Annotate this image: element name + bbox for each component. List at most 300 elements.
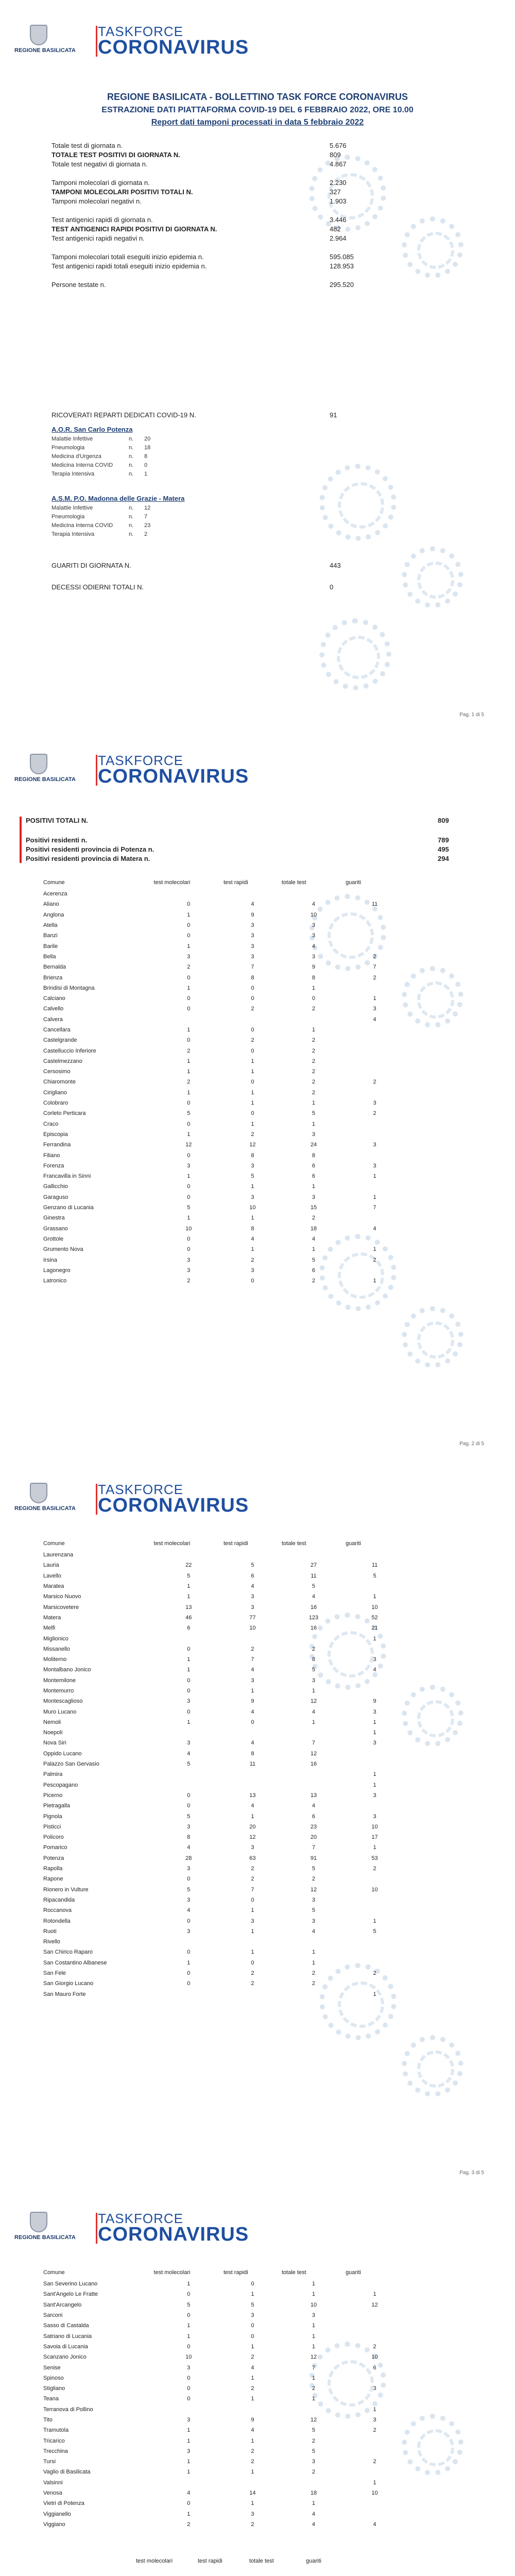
- comune-name: Vietri di Potenza: [43, 2500, 84, 2507]
- comune-value: 0: [251, 1278, 254, 1284]
- comune-name: Muro Lucano: [43, 1708, 77, 1715]
- comune-name: Pescopagano: [43, 1782, 78, 1788]
- summary-label: Tamponi molecolari negativi n.: [52, 197, 142, 205]
- ricoverati-row: [52, 411, 412, 421]
- comune-value: [282, 1769, 346, 1780]
- table-row: [43, 1098, 404, 1108]
- comune-name: Vaglio di Basilicata: [43, 2469, 91, 2476]
- comune-name: Marsico Nuovo: [43, 1594, 81, 1600]
- comune-value: 1: [312, 2375, 316, 2381]
- taskforce-logo: [98, 753, 252, 789]
- comune-value: 4: [187, 1907, 191, 1914]
- comune-value: 18: [310, 1225, 317, 1232]
- table-row: [43, 1696, 404, 1706]
- comune-value: 7: [312, 1740, 316, 1747]
- table-row: [43, 1045, 404, 1056]
- comune-value: 2: [251, 1866, 254, 1872]
- taskforce-logo: [98, 24, 252, 60]
- ward-unit: n.: [129, 462, 134, 468]
- summary-label: TOTALE TEST POSITIVI DI GIORNATA N.: [52, 151, 180, 159]
- table-row: [43, 1066, 404, 1077]
- comune-value: 0: [187, 2385, 191, 2392]
- table-row: [43, 1202, 404, 1213]
- comune-name: Teana: [43, 2396, 59, 2402]
- comune-value: 9: [312, 964, 316, 971]
- comune-name: Forenza: [43, 1162, 64, 1169]
- table-row: [43, 1276, 404, 1286]
- comune-value: 0: [187, 1980, 191, 1987]
- comune-value: 2: [251, 1257, 254, 1263]
- comune-value: [224, 2478, 282, 2488]
- table-row: [43, 1025, 404, 1035]
- summary-label: Totale test di giornata n.: [52, 142, 123, 149]
- comune-name: Ferrandina: [43, 1142, 71, 1148]
- comune-value: 0: [251, 1027, 254, 1033]
- table-row: [43, 1581, 404, 1591]
- summary-label: Tamponi molecolari totali eseguiti inizio epidemia n.: [52, 253, 204, 261]
- comune-value: 3: [251, 1604, 254, 1611]
- comune-value: [346, 1801, 404, 1811]
- comune-value: 0: [251, 2323, 254, 2329]
- comune-value: 9: [251, 1698, 254, 1705]
- column-header-tot: totale test: [281, 2269, 306, 2276]
- comune-value: 2: [312, 1646, 316, 1652]
- table-row: [43, 1801, 404, 1811]
- comune-name: Brienza: [43, 974, 63, 981]
- comune-value: [346, 2467, 404, 2477]
- virus-decoration: [402, 546, 464, 608]
- comune-value: 11: [371, 901, 378, 908]
- comune-name: Rapone: [43, 1876, 63, 1883]
- comune-value: 12: [310, 1886, 317, 1893]
- table-row: [43, 1014, 404, 1025]
- comune-value: 2: [251, 2448, 254, 2454]
- comune-value: 1: [312, 2500, 316, 2507]
- comune-value: 3: [187, 2417, 191, 2423]
- comune-value: [282, 889, 346, 899]
- comune-name: Laurenzana: [43, 1552, 74, 1558]
- comune-value: 0: [187, 1792, 191, 1799]
- positivi-matera-value: 294: [438, 855, 449, 862]
- comune-name: Genzano di Lucania: [43, 1205, 94, 1211]
- comune-value: 12: [371, 2301, 378, 2308]
- comune-value: 3: [187, 1257, 191, 1263]
- comune-value: 16: [310, 1761, 317, 1768]
- comune-value: 3: [251, 1844, 254, 1851]
- ward-label: Pneumologia: [52, 445, 85, 451]
- table-row: [43, 1863, 404, 1874]
- comune-name: Spinoso: [43, 2375, 64, 2381]
- comune-value: 1: [373, 1173, 376, 1180]
- comune-value: 10: [371, 2490, 378, 2497]
- comune-value: [346, 1978, 404, 1989]
- ward-unit: n.: [129, 514, 134, 520]
- comune-value: 0: [187, 1876, 191, 1883]
- comune-value: 2: [312, 1079, 316, 1086]
- comune-value: 0: [187, 1152, 191, 1159]
- table-row: [43, 899, 404, 909]
- comune-value: 12: [249, 1142, 256, 1148]
- comune-value: 0: [251, 1110, 254, 1117]
- comune-value: [154, 1550, 224, 1560]
- comune-value: 1: [187, 2469, 191, 2476]
- table-row: [43, 1560, 404, 1570]
- region-logo: [14, 2212, 76, 2243]
- comune-value: 3: [312, 1677, 316, 1684]
- page-4: [0, 2187, 515, 2576]
- comune-value: 4: [251, 1740, 254, 1747]
- comune-value: 2: [312, 1069, 316, 1075]
- taskforce-logo-line2: CORONAVIRUS: [98, 766, 249, 787]
- comune-value: 3: [251, 922, 254, 929]
- comune-value: [224, 1014, 282, 1025]
- comune-value: [154, 1989, 224, 1999]
- comune-value: 3: [187, 1928, 191, 1935]
- comune-value: 10: [371, 1823, 378, 1830]
- table-row: [43, 1119, 404, 1129]
- comune-value: 2: [251, 2385, 254, 2392]
- comune-value: 2: [312, 1278, 316, 1284]
- comune-value: 1: [187, 1583, 191, 1590]
- table-row: [43, 2456, 404, 2467]
- comune-value: 9: [251, 911, 254, 918]
- asm-title: A.S.M. P.O. Madonna delle Grazie - Matera: [52, 495, 185, 502]
- ward-label: Pneumologia: [52, 514, 85, 520]
- comune-value: [224, 1937, 282, 1947]
- positivi-totali-value: 809: [438, 817, 449, 824]
- ward-unit: n.: [129, 505, 134, 511]
- comune-value: 3: [312, 922, 316, 929]
- comune-value: 0: [187, 995, 191, 1002]
- comune-name: Satriano di Lucania: [43, 2333, 92, 2340]
- comune-value: [346, 1905, 404, 1916]
- table-row: [43, 993, 404, 1004]
- comune-name: Acerenza: [43, 891, 67, 897]
- table-row: [43, 889, 404, 899]
- comune-name: Episcopia: [43, 1131, 68, 1138]
- comune-value: [224, 1780, 282, 1790]
- comune-value: 0: [251, 1959, 254, 1966]
- summary-label: TEST ANTIGENICI RAPIDI POSITIVI DI GIORNATA N.: [52, 225, 217, 233]
- comune-value: [346, 983, 404, 993]
- comune-name: Sarconi: [43, 2312, 63, 2319]
- decessi-row: [52, 583, 412, 594]
- comuni-table: [43, 1540, 404, 1999]
- comune-value: [346, 2320, 404, 2331]
- comune-value: 4: [312, 1235, 316, 1242]
- comune-value: 7: [251, 1886, 254, 1893]
- comune-value: 2: [251, 1646, 254, 1652]
- comune-value: [346, 2446, 404, 2456]
- comune-value: 1: [251, 1246, 254, 1253]
- comune-value: 1: [187, 1959, 191, 1966]
- asm-rows: [52, 505, 258, 551]
- comune-name: Rivello: [43, 1939, 61, 1945]
- comune-value: 15: [310, 1205, 317, 1211]
- comune-value: 5: [187, 1813, 191, 1820]
- comune-value: 4: [373, 2521, 376, 2528]
- comune-value: 6: [312, 1162, 316, 1169]
- comune-value: 0: [187, 974, 191, 981]
- comune-value: [346, 1035, 404, 1045]
- comune-value: 5: [312, 1583, 316, 1590]
- comune-value: 1: [373, 2479, 376, 2486]
- table-row: [43, 1989, 404, 1999]
- comune-name: Picerno: [43, 1792, 63, 1799]
- comune-value: 0: [187, 1121, 191, 1127]
- comune-value: 1: [251, 2437, 254, 2444]
- summary-value: 3.446: [330, 216, 347, 224]
- decessi-value: 0: [330, 583, 334, 591]
- comune-value: 1: [187, 1719, 191, 1725]
- comune-value: [346, 1045, 404, 1056]
- comune-value: 2: [373, 974, 376, 981]
- table-row: [43, 1234, 404, 1244]
- comune-value: 4: [251, 901, 254, 908]
- comune-name: Venosa: [43, 2490, 62, 2497]
- comune-value: 6: [312, 1813, 316, 1820]
- comune-value: 1: [187, 2281, 191, 2287]
- comune-name: Castelgrande: [43, 1037, 77, 1044]
- comune-value: 0: [187, 901, 191, 908]
- comune-value: 0: [187, 1183, 191, 1190]
- comune-value: 1: [187, 2333, 191, 2340]
- comune-value: 8: [251, 1225, 254, 1232]
- comune-name: Irsina: [43, 1257, 57, 1263]
- table-row: [43, 1717, 404, 1727]
- comune-value: 1: [312, 2343, 316, 2350]
- comune-value: 12: [249, 1834, 256, 1841]
- table-row: [43, 1654, 404, 1665]
- comune-value: 2: [251, 2521, 254, 2528]
- comune-value: 3: [187, 953, 191, 960]
- comune-value: 1: [187, 2437, 191, 2444]
- table-row: [43, 1769, 404, 1780]
- table-row: [43, 910, 404, 920]
- comune-value: [346, 2435, 404, 2446]
- comune-value: 5: [251, 1562, 254, 1569]
- comune-name: Lavello: [43, 1572, 61, 1579]
- positivi-matera-label: Positivi residenti provincia di Matera n.: [26, 855, 150, 862]
- table-row: [43, 930, 404, 941]
- region-shield-icon: [30, 25, 47, 45]
- comune-value: 4: [312, 1928, 316, 1935]
- comune-value: [282, 1633, 346, 1643]
- comune-value: 2: [312, 1215, 316, 1222]
- comune-value: 16: [310, 1625, 317, 1632]
- table-row: [43, 1895, 404, 1905]
- comune-value: 1: [251, 2375, 254, 2381]
- comune-value: 4: [312, 1708, 316, 1715]
- comune-name: Sant'Angelo Le Fratte: [43, 2291, 98, 2298]
- taskforce-logo-line2: CORONAVIRUS: [98, 2224, 249, 2245]
- positivi-totali-label: POSITIVI TOTALI N.: [26, 817, 88, 824]
- comune-name: Ruoti: [43, 1928, 57, 1935]
- comune-value: 1: [312, 2333, 316, 2340]
- comune-value: 3: [373, 2385, 376, 2392]
- table-row: [43, 920, 404, 930]
- comune-name: Grottole: [43, 1235, 64, 1242]
- comune-name: San Chirico Raparo: [43, 1949, 93, 1956]
- page-number: Pag. 2 di 5: [459, 1441, 484, 1447]
- comune-value: 123: [308, 1614, 319, 1621]
- comune-value: 1: [312, 1246, 316, 1253]
- comune-value: [346, 1958, 404, 1968]
- comune-value: 1: [187, 985, 191, 991]
- summary-value: 4.867: [330, 160, 347, 168]
- page-number: Pag. 3 di 5: [459, 2170, 484, 2176]
- comune-value: [346, 930, 404, 941]
- comune-value: 1: [373, 1278, 376, 1284]
- ward-label: Terapia Intensiva: [52, 531, 95, 537]
- comune-value: [346, 1265, 404, 1276]
- table-row: [43, 1171, 404, 1181]
- comune-value: [346, 2498, 404, 2509]
- table-row: [43, 2279, 404, 2289]
- table-row: [43, 1108, 404, 1118]
- table-row: [43, 1916, 404, 1926]
- comune-name: Gallicchio: [43, 1183, 68, 1190]
- comune-value: 7: [373, 964, 376, 971]
- comune-value: 3: [373, 1813, 376, 1820]
- comune-value: 1: [251, 1949, 254, 1956]
- comune-name: Oppido Lucano: [43, 1750, 82, 1757]
- comune-name: Terranova di Pollino: [43, 2406, 93, 2413]
- comune-value: 0: [187, 1803, 191, 1809]
- comune-value: 1: [312, 1100, 316, 1107]
- decessi-label: DECESSI ODIERNI TOTALI N.: [52, 583, 144, 591]
- table-row: [43, 2342, 404, 2352]
- comune-value: 1: [187, 2459, 191, 2465]
- comune-name: Montalbano Jonico: [43, 1667, 91, 1673]
- totals-header-tot: totale test: [249, 2558, 274, 2564]
- virus-decoration: [402, 966, 464, 1028]
- comune-value: 1: [373, 1594, 376, 1600]
- comune-name: Lauria: [43, 1562, 59, 1569]
- comune-name: Pomarico: [43, 1844, 67, 1851]
- comune-value: 1: [187, 1594, 191, 1600]
- column-header-gua: guariti: [346, 879, 362, 886]
- comune-value: 5: [187, 2301, 191, 2308]
- table-row: [43, 1056, 404, 1066]
- taskforce-logo: [98, 1482, 252, 1518]
- column-header-gua: guariti: [346, 1540, 362, 1547]
- comune-value: 3: [251, 1918, 254, 1924]
- comune-value: [346, 1129, 404, 1140]
- table-row: [43, 1004, 404, 1014]
- table-row: [43, 1905, 404, 1916]
- table-row: [43, 2498, 404, 2509]
- comune-value: 1: [187, 911, 191, 918]
- summary-label: Test antigenici rapidi negativi n.: [52, 234, 145, 242]
- ricoverati-value: 91: [330, 411, 337, 419]
- comune-value: 1: [187, 1089, 191, 1096]
- comune-value: 0: [187, 1708, 191, 1715]
- comune-value: 23: [310, 1823, 317, 1830]
- comune-value: [282, 1550, 346, 1560]
- comune-value: 5: [251, 2301, 254, 2308]
- comune-value: 3: [373, 1740, 376, 1747]
- summary-label: Tamponi molecolari di giornata n.: [52, 179, 150, 187]
- comune-value: [346, 2509, 404, 2519]
- comune-name: Palmira: [43, 1771, 63, 1778]
- comune-value: 0: [187, 1688, 191, 1694]
- comune-value: 3: [251, 1594, 254, 1600]
- comune-value: 1: [187, 1027, 191, 1033]
- ward-unit: n.: [129, 453, 134, 460]
- comune-value: 1: [187, 2427, 191, 2434]
- table-row: [43, 1853, 404, 1863]
- comune-value: 1: [373, 2291, 376, 2298]
- comune-value: 3: [187, 1162, 191, 1169]
- comune-name: Nova Siri: [43, 1740, 66, 1747]
- comune-name: Maratea: [43, 1583, 64, 1590]
- comune-value: 20: [310, 1834, 317, 1841]
- table-row: [43, 1968, 404, 1978]
- comune-name: Moliterno: [43, 1656, 67, 1663]
- comune-name: Bernalda: [43, 964, 66, 971]
- comune-value: 0: [187, 1246, 191, 1253]
- taskforce-logo-line1: TASKFORCE: [98, 24, 183, 39]
- column-header-rap: test rapidi: [223, 1540, 248, 1547]
- comune-value: 0: [187, 1235, 191, 1242]
- comune-value: [282, 2478, 346, 2488]
- comune-name: Rapolla: [43, 1866, 63, 1872]
- summary-value: 295.520: [330, 281, 354, 289]
- table-row: [43, 2415, 404, 2425]
- table-row: [43, 952, 404, 962]
- table-row: [43, 1749, 404, 1759]
- comune-value: 0: [251, 1047, 254, 1054]
- comune-value: 6: [187, 1625, 191, 1632]
- comune-value: 0: [251, 1079, 254, 1086]
- region-logo: [14, 1483, 76, 1514]
- summary-value: 595.085: [330, 253, 354, 261]
- comune-value: 4: [312, 943, 316, 950]
- comune-name: Montescaglioso: [43, 1698, 83, 1705]
- comune-value: 5: [373, 1928, 376, 1935]
- table-row: [43, 1958, 404, 1968]
- comune-value: 2: [373, 1970, 376, 1977]
- comune-name: Tursi: [43, 2459, 56, 2465]
- summary-label: Test antigenici rapidi di giornata n.: [52, 216, 153, 224]
- ward-label: Medicina Interna COVID: [52, 462, 113, 468]
- comune-name: Barile: [43, 943, 58, 950]
- comune-name: Lagonegro: [43, 1267, 71, 1274]
- comune-value: 4: [373, 1667, 376, 1673]
- table-row: [43, 1161, 404, 1171]
- column-header-mol: test molecolari: [153, 2269, 191, 2276]
- ward-value: 8: [144, 453, 148, 460]
- comune-value: 4: [187, 1844, 191, 1851]
- comune-value: 1: [373, 1844, 376, 1851]
- table-row: [43, 972, 404, 982]
- comune-value: 1: [187, 1215, 191, 1222]
- comune-value: 1: [251, 1069, 254, 1075]
- comune-value: 0: [187, 2375, 191, 2381]
- column-header-mol: test molecolari: [153, 879, 191, 886]
- table-row: [43, 2519, 404, 2530]
- column-header-mol: test molecolari: [153, 1540, 191, 1547]
- table-row: [43, 1213, 404, 1223]
- comune-value: 2: [373, 953, 376, 960]
- comune-value: 4: [187, 1750, 191, 1757]
- comune-value: 8: [187, 1834, 191, 1841]
- comune-value: [224, 889, 282, 899]
- table-row: [43, 1885, 404, 1895]
- comune-value: [346, 1749, 404, 1759]
- column-header-tot: totale test: [281, 879, 306, 886]
